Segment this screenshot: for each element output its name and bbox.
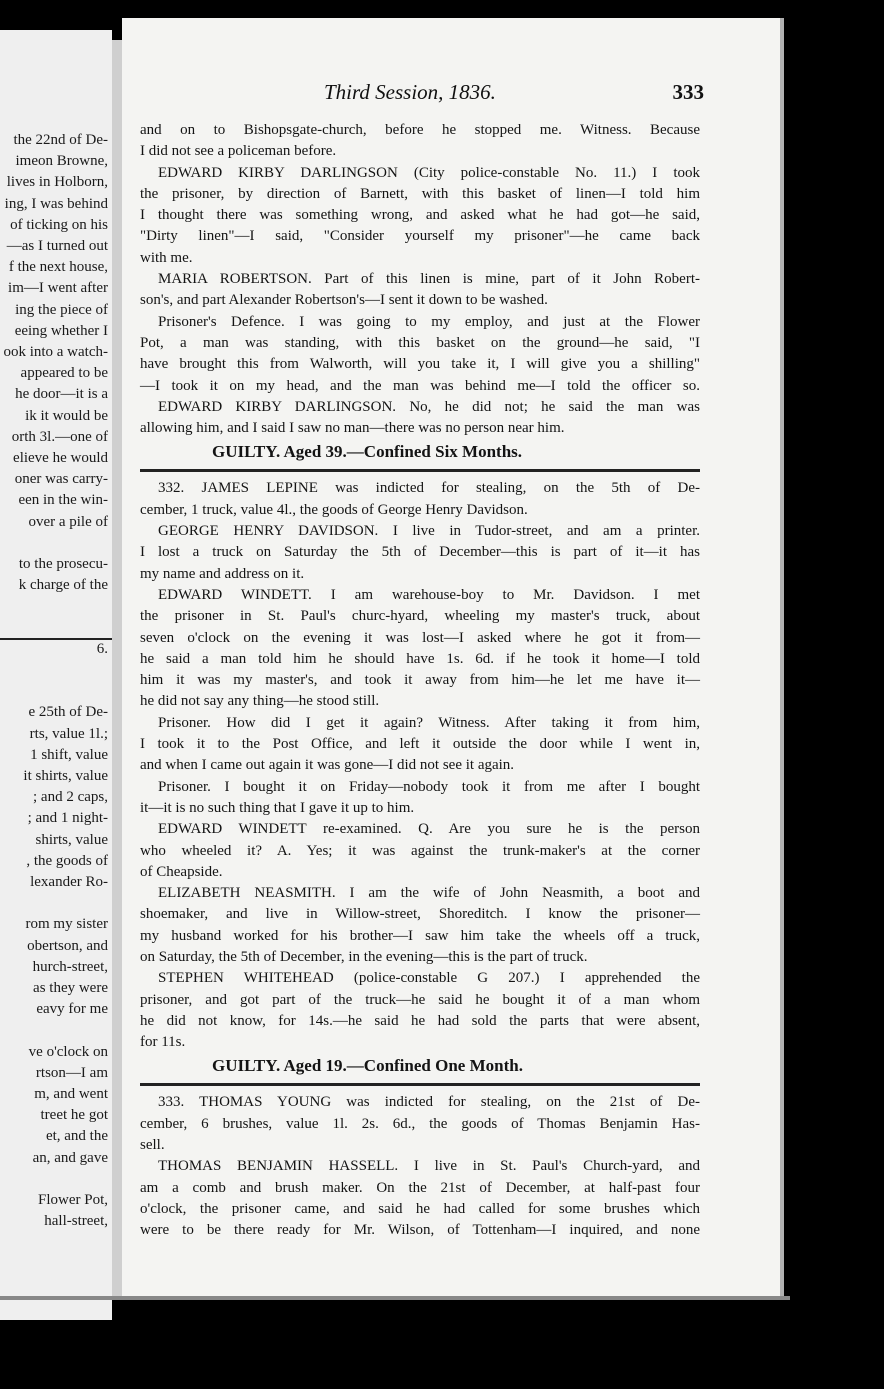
case-332-line: on Saturday, the 5th of December, in the evening—this is the part of truck. xyxy=(140,948,588,965)
case-333-line: THOMAS BENJAMIN HASSELL. I live in St. Paul's Church-yard, and xyxy=(158,1158,700,1175)
left-page-line: the 22nd of De- xyxy=(13,132,108,148)
case-332-line: cember, 1 truck, value 4l., the goods of George Henry Davidson. xyxy=(140,501,528,518)
left-page-line: ing, I was behind xyxy=(4,195,108,212)
case-331-line: EDWARD KIRBY DARLINGSON (City police-constable No. 11.) I took xyxy=(158,164,700,181)
page-header xyxy=(122,80,782,110)
left-page-line: k charge of the xyxy=(18,577,108,594)
left-page-line: treet he got xyxy=(40,1107,108,1124)
left-page-line: shirts, value xyxy=(35,831,108,848)
case-332-verdict: GUILTY. Aged 19.—Confined One Month. xyxy=(212,1056,523,1076)
case-332-line: EDWARD WINDETT. I am warehouse-boy to Mr. Davidson. I met xyxy=(158,586,700,603)
case-333-line: 333. THOMAS YOUNG was indicted for stealing, on the 21st of De- xyxy=(158,1094,700,1111)
left-page-line: obertson, and xyxy=(27,937,108,954)
left-page-line: oner was carry- xyxy=(14,471,108,488)
left-page-line: as they were xyxy=(33,980,108,996)
left-page-line: im—I went after xyxy=(8,280,108,297)
left-page-line: elieve he would xyxy=(13,450,108,466)
case-331-line: allowing him, and I said I saw no man—there was no person near him. xyxy=(140,420,565,437)
case-331-line: EDWARD KIRBY DARLINGSON. No, he did not; he said the man was xyxy=(158,398,700,415)
case-331-verdict: GUILTY. Aged 39.—Confined Six Months. xyxy=(212,442,523,462)
left-page-line: 1 shift, value xyxy=(30,746,108,763)
left-page-line: lives in Holborn, xyxy=(6,174,108,191)
left-page-line: he door—it is a xyxy=(15,386,108,403)
case-332-line: for 11s. xyxy=(140,1034,186,1051)
left-page-line: to the prosecu- xyxy=(18,556,108,572)
case-332-line: of Cheapside. xyxy=(140,863,223,880)
case-331-line: "Dirty linen"—I said, "Consider yourself my prisoner"—he came back xyxy=(140,228,700,245)
page-body xyxy=(140,120,700,1242)
left-page-line: 6. xyxy=(96,640,108,657)
left-page-line: —as I turned out xyxy=(6,238,108,254)
left-page-line: orth 3l.—one of xyxy=(11,428,108,445)
case-331-line: Pot, a man was standing, with this basket on the ground—he said, "I xyxy=(140,334,700,351)
left-page-line: rtson—I am xyxy=(35,1064,108,1081)
case-332-line: he said a man told him he should have 1s. 6d. if he took it home—I told xyxy=(140,650,700,667)
left-page-line: ve o'clock on xyxy=(28,1043,108,1060)
case-331-line: —I took it on my head, and the man was behind me—I told the officer so. xyxy=(140,377,700,394)
running-title: Third Session, 1836. xyxy=(324,80,496,104)
case-333-line: cember, 6 brushes, value 1l. 2s. 6d., the goods of Thomas Benjamin Has- xyxy=(140,1115,700,1132)
case-332-line: shoemaker, and live in Willow-street, Shoreditch. I know the prisoner— xyxy=(140,906,700,923)
case-332-line: the prisoner in St. Paul's churc-hyard, wheeling my master's truck, about xyxy=(140,608,700,625)
case-332-line: EDWARD WINDETT re-examined. Q. Are you sure he is the person xyxy=(158,821,700,838)
case-332-line: I took it to the Post Office, and left it outside the door while I went in, xyxy=(140,736,700,753)
left-page-line: ing the piece of xyxy=(15,301,108,318)
case-332-line: ELIZABETH NEASMITH. I am the wife of John Neasmith, a boot and xyxy=(158,885,700,902)
left-page-line: Flower Pot, xyxy=(37,1192,108,1208)
case-332-line: him it was my master's, and took it away from him—he let me have it— xyxy=(140,672,700,689)
case-332-line: 332. JAMES LEPINE was indicted for stealing, on the 5th of De- xyxy=(158,480,700,497)
case-331-line: Prisoner's Defence. I was going to my employ, and just at the Flower xyxy=(158,313,700,330)
left-page-line: ; and 1 night- xyxy=(27,810,108,827)
left-page-line: et, and the xyxy=(45,1128,108,1145)
left-page-line: e 25th of De- xyxy=(28,704,108,721)
page-bottom-edge xyxy=(0,1296,790,1300)
case-332-line: Prisoner. I bought it on Friday—nobody took it from me after I bought xyxy=(158,778,700,795)
case-331-line: I did not see a policeman before. xyxy=(140,143,337,160)
case-332-line: Prisoner. How did I get it again? Witness. After taking it from him, xyxy=(158,714,700,731)
left-page-line: ook into a watch- xyxy=(3,344,108,360)
page-edge xyxy=(780,18,784,1298)
left-page-line: ik it would be xyxy=(25,407,108,424)
left-page-line: an, and gave xyxy=(32,1149,108,1166)
left-page-line: een in the win- xyxy=(18,492,108,509)
case-332-line: and when I came out again it was gone—I did not see it again. xyxy=(140,757,515,774)
section-rule xyxy=(140,1083,700,1086)
left-page-line: f the next house, xyxy=(8,259,108,276)
left-page-rule xyxy=(0,638,112,640)
left-page-line: eeing whether I xyxy=(14,322,108,339)
case-333-line: sell. xyxy=(140,1137,165,1154)
case-332-line: he did not say any thing—he stood still. xyxy=(140,693,380,710)
case-332-line: GEORGE HENRY DAVIDSON. I live in Tudor-street, and am a printer. xyxy=(158,523,700,540)
case-332-line: STEPHEN WHITEHEAD (police-constable G 207.) I apprehended the xyxy=(158,970,700,987)
case-332-line: my name and address on it. xyxy=(140,565,305,582)
right-page xyxy=(122,18,782,1296)
left-page-fragment xyxy=(0,30,112,1320)
case-332-line: my husband worked for his brother—I saw him take the wheels off a truck, xyxy=(140,927,700,944)
left-page-line: eavy for me xyxy=(36,1001,108,1018)
case-332-line: prisoner, and got part of the truck—he said he bought it of a man whom xyxy=(140,991,700,1008)
left-page-line: of ticking on his xyxy=(10,216,108,233)
case-332-line: who wheeled it? A. Yes; it was against the trunk-maker's at the corner xyxy=(140,842,700,859)
left-page-line: m, and went xyxy=(34,1086,108,1102)
page-number: 333 xyxy=(672,80,704,104)
left-page-line: hurch-street, xyxy=(32,958,108,975)
left-page-line: lexander Ro- xyxy=(30,874,108,890)
case-332-text xyxy=(140,478,700,1053)
left-page-line: appeared to be xyxy=(20,365,108,382)
left-page-line: rom my sister xyxy=(25,916,108,933)
case-331-line: with me. xyxy=(140,249,193,266)
case-331-line: and on to Bishopsgate-church, before he stopped me. Witness. Because xyxy=(140,122,700,138)
case-332-line: he did not know, for 14s.—he said he had sold the parts that were absent, xyxy=(140,1012,700,1029)
left-page-line: imeon Browne, xyxy=(15,153,108,170)
section-rule xyxy=(140,469,700,472)
case-331-line: MARIA ROBERTSON. Part of this linen is mine, part of it John Robert- xyxy=(158,271,700,288)
case-332-line: I lost a truck on Saturday the 5th of December—this is part of it—it has xyxy=(140,544,700,561)
case-331-line: the prisoner, by direction of Barnett, with this basket of linen—I told him xyxy=(140,185,700,202)
case-333-line: am a comb and brush maker. On the 21st of December, at half-past four xyxy=(140,1179,700,1196)
left-page-line: ; and 2 caps, xyxy=(33,789,108,806)
case-331-text xyxy=(140,120,700,439)
left-page-line: , the goods of xyxy=(26,852,108,869)
case-333-line: o'clock, the prisoner came, and said he had called for some brushes which xyxy=(140,1200,700,1217)
case-331-line: have brought this from Walworth, will you take it, I will give you a shilling" xyxy=(140,356,700,373)
case-331-line: son's, and part Alexander Robertson's—I sent it down to be washed. xyxy=(140,292,548,309)
left-page-line: it shirts, value xyxy=(23,768,108,784)
left-page-line: hall-street, xyxy=(44,1213,108,1230)
left-page-line: over a pile of xyxy=(28,513,108,530)
case-332-line: seven o'clock on the evening it was lost—I asked where he got it from— xyxy=(140,629,700,646)
case-332-line: it—it is no such thing that I gave it up to him. xyxy=(140,799,415,816)
case-333-text xyxy=(140,1092,700,1241)
case-333-line: were to be there ready for Mr. Wilson, of Tottenham—I inquired, and none xyxy=(140,1222,700,1239)
case-331-line: I thought there was something wrong, and asked what he had got—he said, xyxy=(140,207,700,224)
left-page-line: rts, value 1l.; xyxy=(29,725,108,742)
